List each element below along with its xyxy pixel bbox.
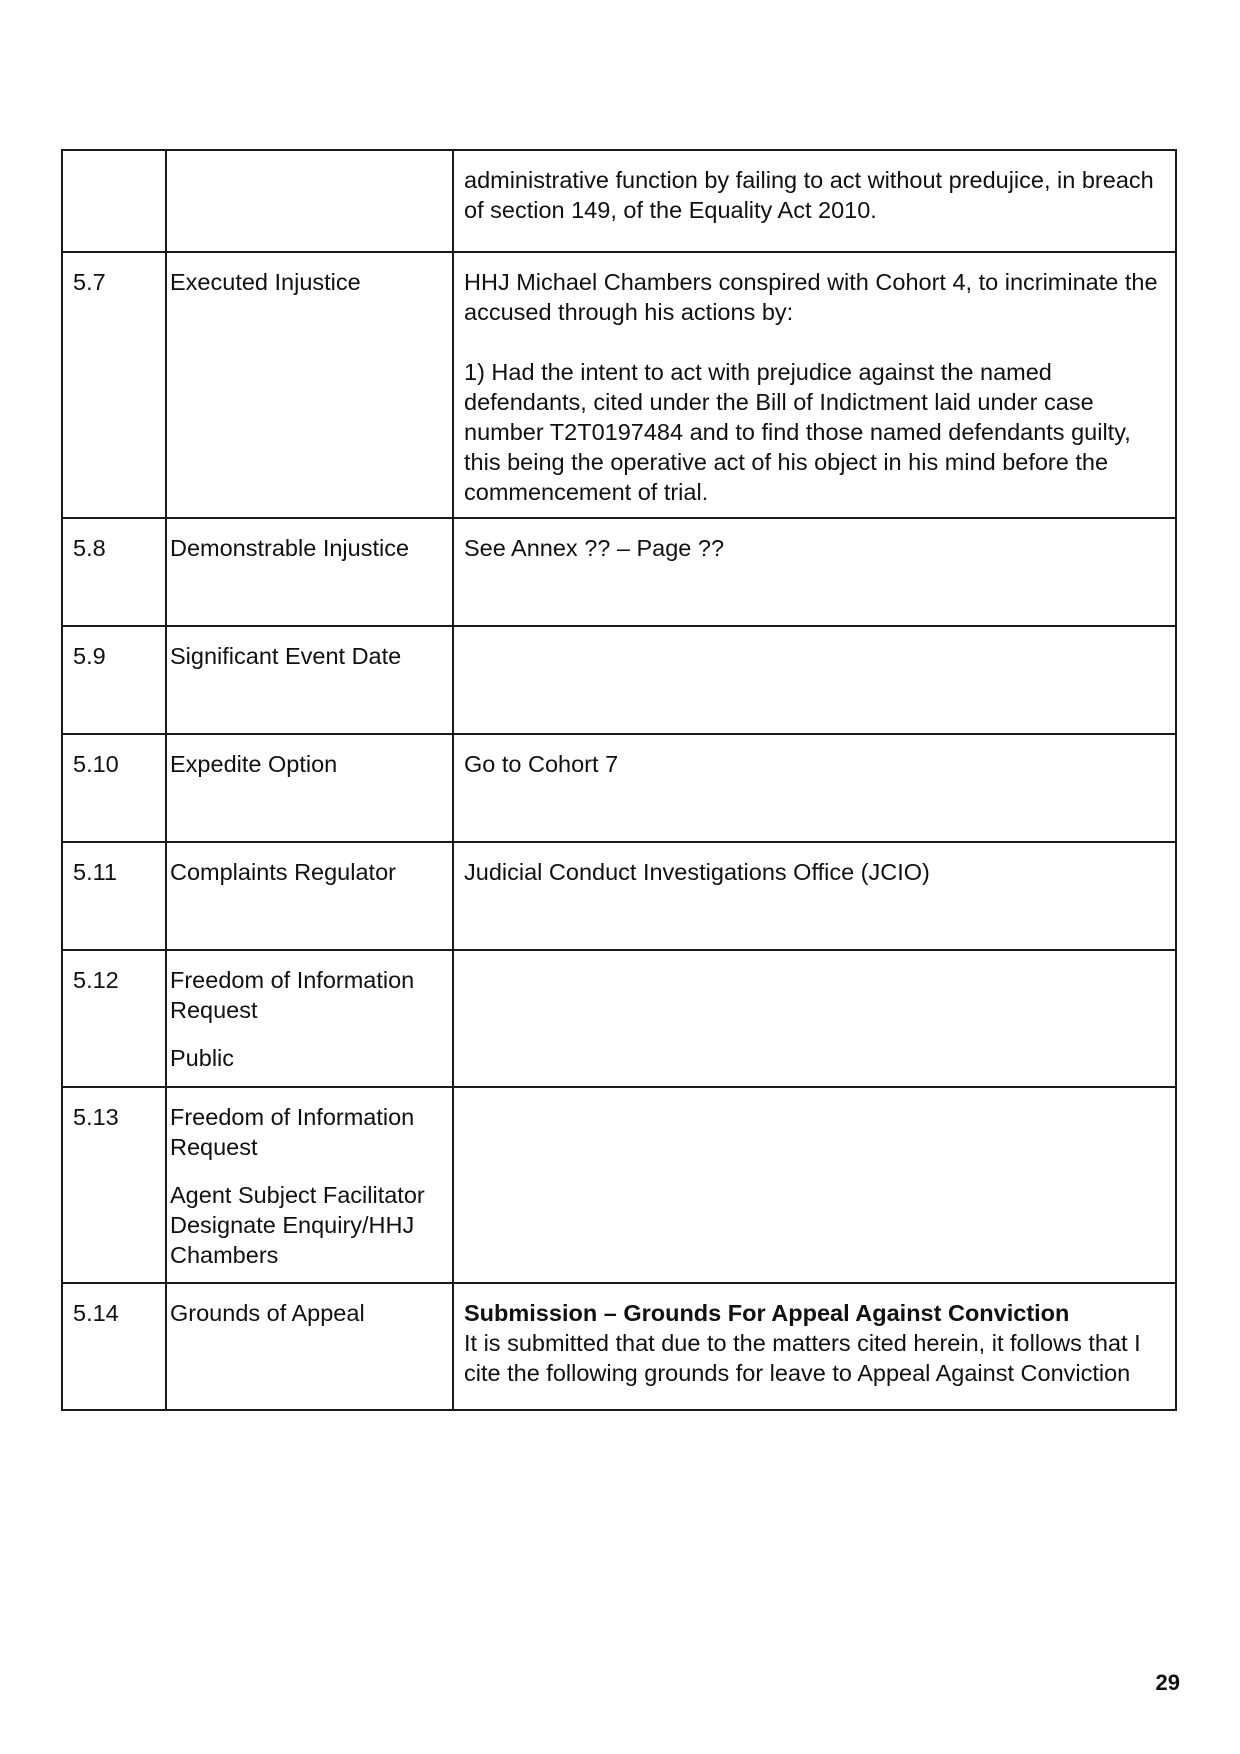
section-number-cell bbox=[62, 150, 166, 252]
section-label-cell bbox=[166, 626, 453, 734]
content-heading: Submission – Grounds For Appeal Against Conviction bbox=[464, 1300, 1070, 1326]
section-content-cell bbox=[453, 950, 1176, 1087]
page-number: 29 bbox=[1155, 1670, 1180, 1695]
section-label-cell bbox=[166, 518, 453, 626]
grounds-table bbox=[61, 149, 1177, 1411]
section-number-cell bbox=[62, 734, 166, 842]
section-number: 5.13 bbox=[73, 1104, 119, 1130]
section-label: Agent Subject Facilitator Designate Enquiry/HHJ Chambers bbox=[170, 1182, 425, 1268]
section-content-cell bbox=[453, 518, 1176, 626]
table-row bbox=[62, 734, 1176, 842]
section-label: Freedom of Information Request bbox=[170, 967, 415, 1023]
section-number-cell bbox=[62, 1283, 166, 1410]
section-content-cell bbox=[453, 626, 1176, 734]
table-row bbox=[62, 518, 1176, 626]
section-content-cell bbox=[453, 842, 1176, 950]
table-row bbox=[62, 842, 1176, 950]
section-content-cell bbox=[453, 150, 1176, 252]
section-number: 5.7 bbox=[73, 269, 106, 295]
section-label: Complaints Regulator bbox=[170, 859, 396, 885]
section-content-cell bbox=[453, 1087, 1176, 1283]
section-label: Significant Event Date bbox=[170, 643, 402, 669]
section-content-cell bbox=[453, 252, 1176, 518]
section-number: 5.8 bbox=[73, 535, 106, 561]
content-paragraph: Go to Cohort 7 bbox=[464, 751, 619, 777]
content-paragraph: It is submitted that due to the matters cited herein, it follows that I cite the following grounds for leave to Appeal Against Conviction bbox=[464, 1330, 1141, 1386]
section-number: 5.10 bbox=[73, 751, 119, 777]
content-paragraph: 1) Had the intent to act with prejudice against the named defendants, cited under the Bill of Indictment laid under case number T2T0197484 and to find those named defendants guilty, this being the operative act of his object in his mind before the commencement of trial. bbox=[464, 359, 1131, 505]
section-number-cell bbox=[62, 626, 166, 734]
section-content-cell bbox=[453, 734, 1176, 842]
section-label-cell bbox=[166, 950, 453, 1087]
section-number-cell bbox=[62, 252, 166, 518]
table-row bbox=[62, 252, 1176, 518]
section-label-cell bbox=[166, 252, 453, 518]
table-row bbox=[62, 950, 1176, 1087]
section-label-cell bbox=[166, 734, 453, 842]
section-number: 5.14 bbox=[73, 1300, 119, 1326]
section-label: Freedom of Information Request bbox=[170, 1104, 415, 1160]
section-label-cell bbox=[166, 842, 453, 950]
content-paragraph: HHJ Michael Chambers conspired with Cohort 4, to incriminate the accused through his actions by: bbox=[464, 269, 1158, 325]
section-number-cell bbox=[62, 842, 166, 950]
content-paragraph: See Annex ?? – Page ?? bbox=[464, 535, 725, 561]
section-label: Expedite Option bbox=[170, 751, 338, 777]
section-number-cell bbox=[62, 950, 166, 1087]
content-paragraph: administrative function by failing to act without predujice, in breach of section 149, of the Equality Act 2010. bbox=[464, 167, 1154, 223]
content-paragraph: Judicial Conduct Investigations Office (JCIO) bbox=[464, 859, 930, 885]
section-label-cell bbox=[166, 150, 453, 252]
table-row bbox=[62, 150, 1176, 252]
table-row bbox=[62, 1087, 1176, 1283]
table-row bbox=[62, 626, 1176, 734]
section-label-cell bbox=[166, 1283, 453, 1410]
section-label: Demonstrable Injustice bbox=[170, 535, 410, 561]
section-label: Grounds of Appeal bbox=[170, 1300, 365, 1326]
section-label: Executed Injustice bbox=[170, 269, 361, 295]
section-content-cell bbox=[453, 1283, 1176, 1410]
section-number: 5.9 bbox=[73, 643, 106, 669]
section-number-cell bbox=[62, 518, 166, 626]
section-number-cell bbox=[62, 1087, 166, 1283]
section-number: 5.11 bbox=[73, 859, 117, 885]
section-label-cell bbox=[166, 1087, 453, 1283]
section-label: Public bbox=[170, 1045, 235, 1071]
table-row bbox=[62, 1283, 1176, 1410]
section-number: 5.12 bbox=[73, 967, 119, 993]
